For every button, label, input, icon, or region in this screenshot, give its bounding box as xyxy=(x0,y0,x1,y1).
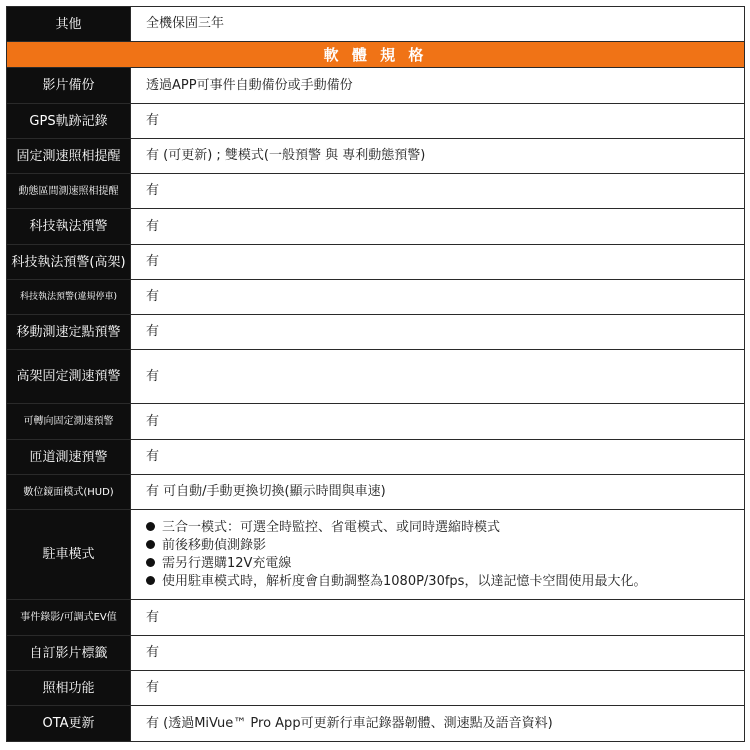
list-item xyxy=(146,573,744,591)
row-value: 有 (可更新) ; 雙模式(一般預警 與 專利動態預警) xyxy=(131,139,745,174)
row-label: 駐車模式 xyxy=(7,510,131,600)
list-item-text: 使用駐車模式時，解析度會自動調整為1080P/30fps，以達記憶卡空間使用最大化。 xyxy=(162,573,647,589)
row-label: 數位鏡面模式(HUD) xyxy=(7,475,131,510)
table-row xyxy=(7,139,745,174)
section-title: 軟 體 規 格 xyxy=(7,42,745,68)
row-label: OTA更新 xyxy=(7,706,131,742)
row-value: 有 xyxy=(131,174,745,209)
row-value: 有 可自動/手動更換切換(顯示時間與車速) xyxy=(131,475,745,510)
row-label: 固定測速照相提醒 xyxy=(7,139,131,174)
row-label: 科技執法預警(高架) xyxy=(7,245,131,280)
row-value: 有 xyxy=(131,104,745,139)
row-value: 有 xyxy=(131,245,745,280)
table-row xyxy=(7,671,745,706)
row-value: 有 xyxy=(131,280,745,315)
bullet-icon xyxy=(146,576,155,585)
table-row xyxy=(7,174,745,209)
table-row xyxy=(7,104,745,139)
table-row xyxy=(7,404,745,440)
row-value: 有 xyxy=(131,315,745,350)
row-label: 高架固定測速預警 xyxy=(7,350,131,404)
row-label: 影片備份 xyxy=(7,68,131,104)
table-row xyxy=(7,440,745,475)
list-item xyxy=(146,555,744,573)
section-header-row xyxy=(7,42,745,68)
row-value: 有 xyxy=(131,209,745,245)
spec-table xyxy=(6,6,745,742)
row-value: 有 xyxy=(131,636,745,671)
row-label: 照相功能 xyxy=(7,671,131,706)
bullet-icon xyxy=(146,540,155,549)
row-label: 科技執法預警 xyxy=(7,209,131,245)
list-item xyxy=(146,537,744,555)
table-row xyxy=(7,315,745,350)
row-value: 透過APP可事件自動備份或手動備份 xyxy=(131,68,745,104)
row-label: GPS軌跡記錄 xyxy=(7,104,131,139)
parking-mode-list xyxy=(146,519,744,591)
row-value: 有 (透過MiVue™ Pro App可更新行車記錄器韌體、測速點及語音資料) xyxy=(131,706,745,742)
row-value: 有 xyxy=(131,404,745,440)
table-row xyxy=(7,510,745,600)
table-row xyxy=(7,706,745,742)
row-value: 有 xyxy=(131,440,745,475)
row-label: 其他 xyxy=(7,7,131,42)
list-item xyxy=(146,519,744,537)
row-value: 有 xyxy=(131,671,745,706)
row-value: 有 xyxy=(131,350,745,404)
table-row xyxy=(7,475,745,510)
table-row xyxy=(7,636,745,671)
list-item-text: 需另行選購12V充電線 xyxy=(162,555,292,571)
row-label: 可轉向固定測速預警 xyxy=(7,404,131,440)
list-item-text: 三合一模式：可選全時監控、省電模式、或同時選縮時模式 xyxy=(162,519,501,535)
row-label: 匝道測速預警 xyxy=(7,440,131,475)
parking-mode-value xyxy=(131,510,745,600)
table-row xyxy=(7,7,745,42)
table-row xyxy=(7,350,745,404)
table-row xyxy=(7,209,745,245)
bullet-icon xyxy=(146,558,155,567)
table-row xyxy=(7,280,745,315)
row-value: 有 xyxy=(131,600,745,636)
row-label: 移動測速定點預警 xyxy=(7,315,131,350)
row-value: 全機保固三年 xyxy=(131,7,745,42)
bullet-icon xyxy=(146,522,155,531)
row-label: 科技執法預警(違規停車) xyxy=(7,280,131,315)
table-row xyxy=(7,68,745,104)
row-label: 事件錄影/可調式EV值 xyxy=(7,600,131,636)
row-label: 自訂影片標籤 xyxy=(7,636,131,671)
table-row xyxy=(7,600,745,636)
row-label: 動態區間測速照相提醒 xyxy=(7,174,131,209)
list-item-text: 前後移動偵測錄影 xyxy=(162,537,267,553)
table-row xyxy=(7,245,745,280)
